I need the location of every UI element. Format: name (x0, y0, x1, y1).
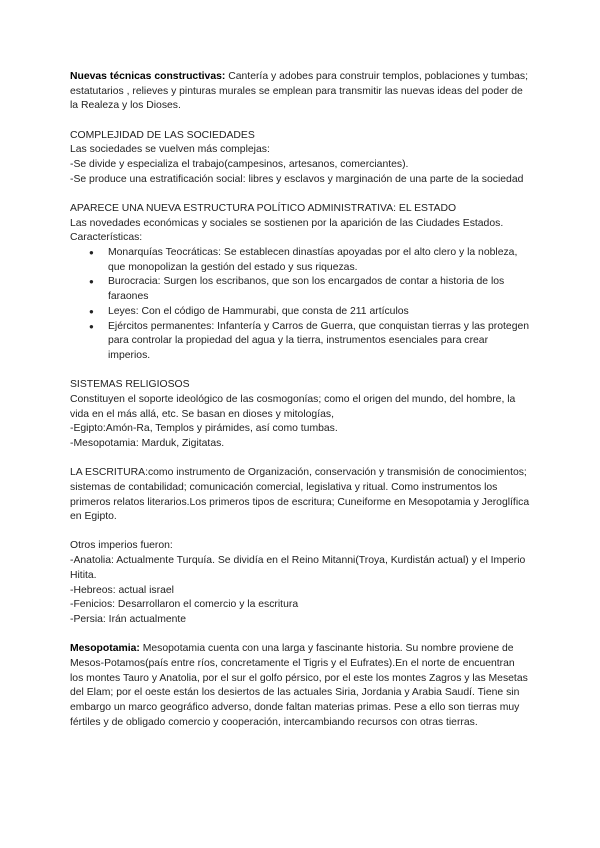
heading-complejidad: COMPLEJIDAD DE LAS SOCIEDADES (70, 129, 255, 141)
list-item: ● Leyes: Con el código de Hammurabi, que consta de 211 artículos (108, 305, 530, 320)
list-item: ● Burocracia: Surgen los escribanos, que son los encargados de contar a historia de los faraones (108, 275, 530, 304)
text-line: -Se divide y especializa el trabajo(campesinos, artesanos, comerciantes). (70, 159, 409, 171)
heading-imperios: Otros imperios fueron: (70, 540, 173, 552)
text-line: -Anatolia: Actualmente Turquía. Se dividía en el Reino Mitanni(Troya, Kurdistán actual) y el Imperio Hitita. (70, 555, 526, 581)
paragraph-nuevas-tecnicas (70, 70, 530, 114)
heading-estado: APARECE UNA NUEVA ESTRUCTURA POLÍTICO ADMINISTRATIVA: EL ESTADO (70, 202, 457, 214)
text-line: -Egipto:Amón-Ra, Templos y pirámides, así como tumbas. (70, 423, 338, 435)
term-mesopotamia: Mesopotamia: (70, 643, 140, 655)
list-item: ● Ejércitos permanentes: Infantería y Carros de Guerra, que conquistan tierras y las protegen para controlar la propiedad del agua y la tierra, instrumentos esenciales para crear imperios. (108, 320, 530, 364)
paragraph-mesopotamia (70, 642, 530, 730)
text-line: -Persia: Irán actualmente (70, 614, 187, 625)
text-line: -Se produce una estratificación social: libres y esclavos y marginación de una parte de la sociedad (70, 173, 524, 185)
text-line: Constituyen el soporte ideológico de las cosmogonías; como el origen del mundo, del hombre, la vida en el más allá, etc. Se basan en dioses y mitologías, (70, 393, 516, 420)
list-item: ● Monarquías Teocráticas: Se establecen dinastías apoyadas por el alto clero y la nobleza, que monopolizan la gestión del estado y sus riquezas. (108, 246, 530, 275)
text-line: -Fenicios: Desarrollaron el comercio y la escritura (70, 599, 299, 611)
caracteristicas-list (70, 246, 530, 364)
paragraph-escritura: LA ESCRITURA:como instrumento de Organización, conservación y transmisión de conocimientos; sistemas de contabilidad; comunicación comercial, legislativa y ritual. Como instrumentos los primeros relatos literarios.Los primeros tipos de escritura; Cuneiforme en Mesopotamia y Jeroglífica en Egipto. (70, 467, 530, 523)
heading-religiosos: SISTEMAS RELIGIOSOS (70, 379, 190, 391)
text-line: -Hebreos: actual israel (70, 584, 174, 596)
paragraph-text: Mesopotamia cuenta con una larga y fascinante historia. Su nombre proviene de Mesos-Potamos(país entre ríos, concretamente el Tigris y el Eufrates).En el norte de encuentran los montes Tauro y Anatolia, por el sur el golfo pérsico, por el este los montes Zagros y las Mesetas del Elam; por el oeste están los desiertos de las actuales Siria, Jordania y Arabia Saudí. Tiene sin embargo un marco geográfico adverso, donde faltan materias primas. Pese a ello son tierras muy fértiles y de obligado comercio y cooperación, intercambiando recursos con otras tierras. (70, 643, 528, 728)
paragraph-text: Cantería y adobes para construir templos, poblaciones y tumbas; estatutarios , relieves y pinturas murales se emplean para transmitir las nuevas ideas del poder de la Realeza y los Dioses. (70, 71, 529, 112)
text-line: -Mesopotamia: Marduk, Zigitatas. (70, 437, 225, 449)
estado-intro: Las novedades económicas y sociales se sostienen por la aparición de las Ciudades Estados. Características: (70, 217, 504, 244)
term-nuevas-tecnicas: Nuevas técnicas constructivas: (70, 71, 226, 82)
document-page (70, 70, 530, 730)
text-line: Las sociedades se vuelven más complejas: (70, 144, 270, 156)
